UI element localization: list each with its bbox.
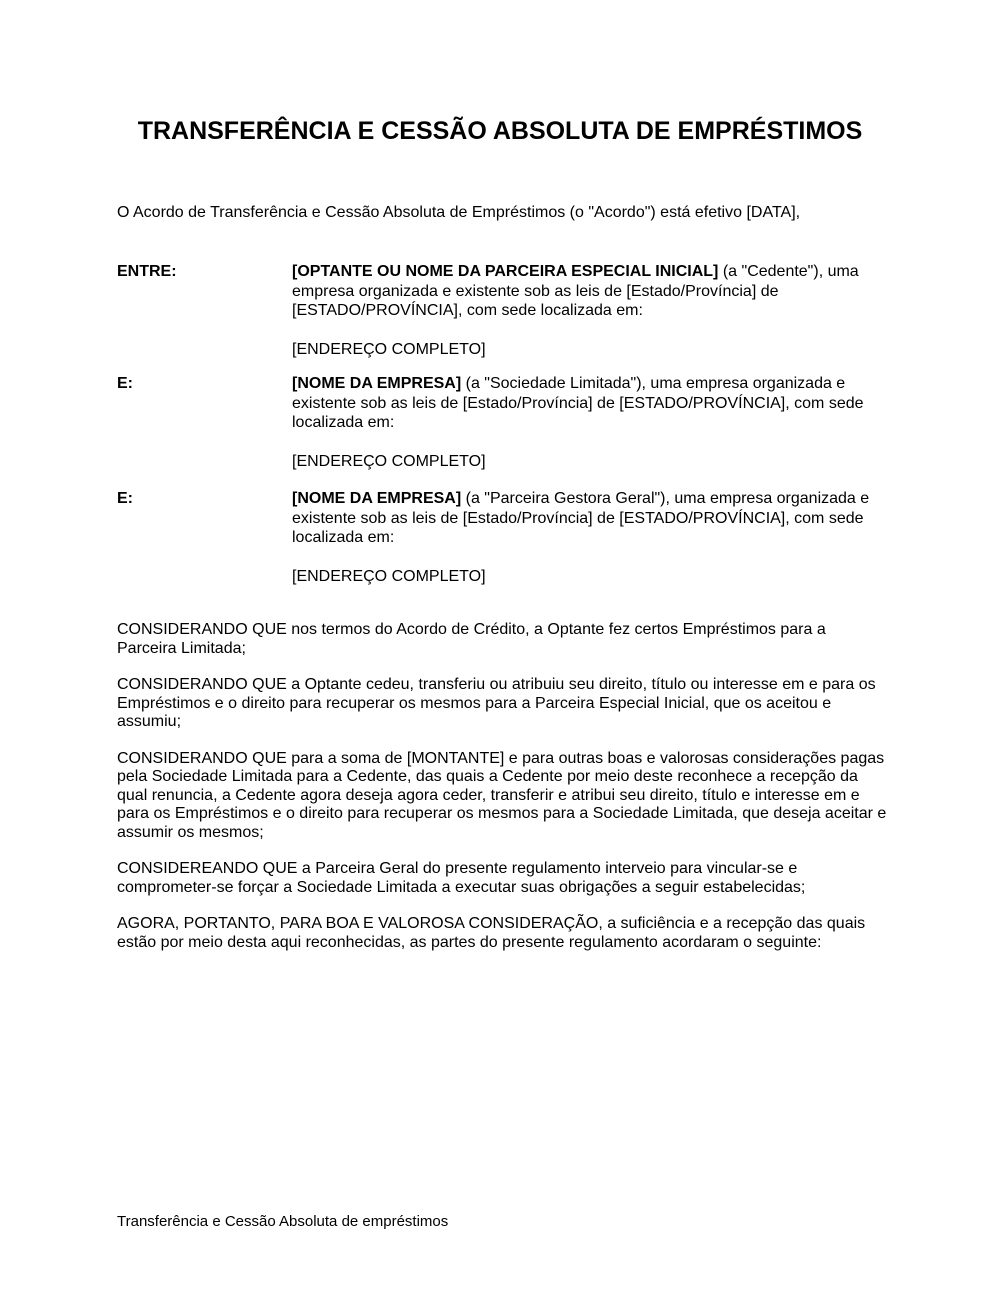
recital-paragraph: CONSIDEREANDO QUE a Parceira Geral do presente regulamento interveio para vincular-se e comprometer-se forçar a Sociedade Limitada a executar suas obrigações a seguir estabelecidas; <box>117 860 806 896</box>
party-body <box>292 374 892 471</box>
recital-paragraph: CONSIDERANDO QUE a Optante cedeu, transferiu ou atribuiu seu direito, título ou interesse em e para os Empréstimos e o direito para recuperar os mesmos para a Parceira Especial Inicial, que os aceitou e assumiu; <box>117 676 876 730</box>
party-description-text: (a "Cedente"), uma empresa organizada e existente sob as leis de [Estado/Província] de [ESTADO/PROVÍNCIA], com sede localizada em: <box>292 263 859 319</box>
party-name: [NOME DA EMPRESA] <box>292 375 462 392</box>
party-description <box>292 374 892 433</box>
party-label: E: <box>117 490 133 507</box>
page-footer: Transferência e Cessão Absoluta de empréstimos <box>117 1213 449 1230</box>
agreement-paragraph: AGORA, PORTANTO, PARA BOA E VALOROSA CONSIDERAÇÃO, a suficiência e a recepção das quais estão por meio desta aqui reconhecidas, as partes do presente regulamento acordaram o seguinte: <box>117 915 866 951</box>
intro-paragraph: O Acordo de Transferência e Cessão Absoluta de Empréstimos (o "Acordo") está efetivo [DATA], <box>117 204 801 221</box>
party-body <box>292 489 892 586</box>
party-description-text: (a "Parceira Gestora Geral"), uma empresa organizada e existente sob as leis de [Estado/Província] de [ESTADO/PROVÍNCIA], com sede localizada em: <box>292 490 870 546</box>
recital-paragraph: CONSIDERANDO QUE para a soma de [MONTANTE] e para outras boas e valorosas considerações pagas pela Sociedade Limitada para a Cedente, das quais a Cedente por meio deste reconhece a recepção da qual renuncia, a Cedente agora deseja agora ceder, transferir e atribui seu direito, título e interesse em e para os Empréstimos e o direito para recuperar os mesmos para a Sociedade Limitada, que deseja aceitar e assumir os mesmos; <box>117 749 887 841</box>
party-description <box>292 489 892 548</box>
party-label: ENTRE: <box>117 263 177 280</box>
party-name: [NOME DA EMPRESA] <box>292 490 462 507</box>
party-address: [ENDEREÇO COMPLETO] <box>292 567 486 585</box>
recitals-section <box>117 621 887 970</box>
document-title: TRANSFERÊNCIA E CESSÃO ABSOLUTA DE EMPRÉSTIMOS <box>137 117 863 145</box>
party-name: [OPTANTE OU NOME DA PARCEIRA ESPECIAL INICIAL] <box>292 263 719 280</box>
party-description <box>292 262 892 321</box>
party-address: [ENDEREÇO COMPLETO] <box>292 340 486 358</box>
recital-paragraph: CONSIDERANDO QUE nos termos do Acordo de Crédito, a Optante fez certos Empréstimos para a Parceira Limitada; <box>117 621 826 657</box>
party-body <box>292 262 892 359</box>
party-address: [ENDEREÇO COMPLETO] <box>292 452 486 470</box>
party-label: E: <box>117 375 133 392</box>
party-description-text: (a "Sociedade Limitada"), uma empresa organizada e existente sob as leis de [Estado/Província] de [ESTADO/PROVÍNCIA], com sede localizada em: <box>292 375 864 431</box>
